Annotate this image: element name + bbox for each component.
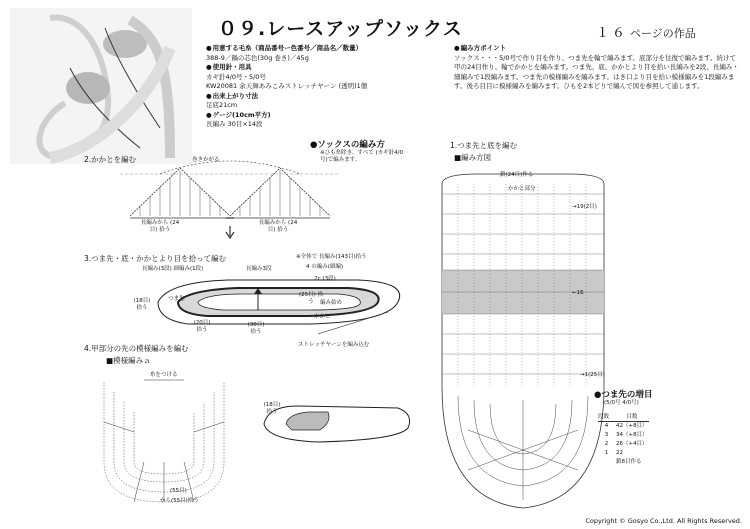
step3-30-label: (30目) 拾う xyxy=(247,322,265,335)
heel-step-title: 2.かかとを編む xyxy=(84,155,137,164)
step1-title: 1.つま先と底を編む xyxy=(450,141,518,150)
pattern-title: ０９.レースアップソックス xyxy=(218,18,463,40)
toe-note: (5/0号 4/0号) xyxy=(604,400,639,406)
page-reference xyxy=(596,22,696,41)
product-photo xyxy=(10,8,192,164)
step3-toe-label: つま先 xyxy=(168,296,185,302)
chart-title: ■編み方図 xyxy=(454,153,492,162)
toe-row-3: 3 xyxy=(604,432,609,438)
tools-value-2: KW20081 余天舞あみこみストレッチヤーン (透明)1個 xyxy=(206,82,368,90)
chart-right-bottom-label: →1(25目) xyxy=(580,372,605,378)
materials-block xyxy=(206,44,446,130)
pattern-from-label: から(55目)拾う xyxy=(160,498,199,504)
points-block xyxy=(454,44,742,92)
yarn-value: 388-9／鍋の芯色(30g 巻き)／45g xyxy=(206,53,309,62)
tools-value: カギ針4/0号・5/0号 xyxy=(206,72,266,81)
gauge-heading: ● ゲージ(10cm平方) xyxy=(206,111,446,121)
pattern-a-title: ■模様編みａ xyxy=(106,356,151,365)
chart-right-mid-label: ←16 xyxy=(572,290,584,296)
step3-18-label: (18目) 拾う xyxy=(133,298,151,311)
toe-count-1: 22 xyxy=(616,450,624,456)
gauge-value: 長編み 30目×14段 xyxy=(206,120,263,128)
toe-count-3: 34（+8目） xyxy=(616,432,648,438)
heel-left-label: 長編みから (24目) 拾う xyxy=(140,220,180,233)
pattern-a-text: 模様編みａ xyxy=(113,356,151,365)
step3-ribbon-label: 長編み3段 xyxy=(246,266,272,272)
step3-20-label: (20目) 拾う xyxy=(193,320,211,333)
table-row xyxy=(598,458,649,467)
toe-col-rows: 段数 xyxy=(598,414,615,422)
pattern-18-pick: 拾う xyxy=(266,409,278,415)
toe-title: ●つま先の増目 xyxy=(594,390,653,400)
toe-count-4: 42（+8目） xyxy=(616,423,648,429)
toe-count-2: 26（+4目） xyxy=(616,441,648,447)
pattern-a-sock-sketch xyxy=(258,400,418,446)
sock-method-text: ソックスの編み方 xyxy=(317,140,385,150)
sock-method-title: ●ソックスの編み方 xyxy=(310,140,385,150)
step3-heel-label: かかと xyxy=(314,314,331,320)
heel-diagram xyxy=(120,156,340,251)
step3-total-label: ※全体で 長編み(143目)拾う xyxy=(296,254,367,260)
toe-title-text: つま先の増目 xyxy=(601,390,653,400)
chart-heel-label: かかと部分 xyxy=(508,186,536,192)
pattern-a-chart xyxy=(84,362,244,512)
sock-method-note: ※ひも糸除き、すべて (カギ針4/0号)で編みます。 xyxy=(320,150,404,163)
heel-center-label: 巻きかがる xyxy=(192,157,220,163)
step3-stitch-label: 長編み(3段) 細編み(1段) xyxy=(142,266,204,272)
toe-row-1: 1 xyxy=(604,450,609,456)
yarn-heading: ● 用意する毛糸（商品番号ー色番号／商品名／数量） xyxy=(206,44,446,54)
step3-25-label: (25目) 拾う xyxy=(298,292,324,305)
size-heading: ● 出来上がり寸法 xyxy=(206,92,446,102)
chart-right-top-label: →19(2目) xyxy=(572,204,597,210)
size-value: 足底21cm xyxy=(206,101,238,109)
toe-table xyxy=(598,414,649,467)
table-row xyxy=(598,431,649,440)
page-suffix: ページの作品 xyxy=(630,27,696,40)
step3-2c-label: 2c (3段) xyxy=(314,276,336,282)
table-row xyxy=(598,449,649,458)
toe-row-start xyxy=(598,458,615,467)
step3-title: 3.つま先・底・かかとより目を拾って編む xyxy=(84,254,227,263)
points-heading: ● 編み方ポイント xyxy=(454,44,742,54)
page-number: １６ xyxy=(596,26,629,41)
chart-title-text: 編み方図 xyxy=(461,153,492,162)
chart-top-label: 鎖(24目)作る xyxy=(500,172,534,178)
tools-heading: ● 使用針・用具 xyxy=(206,63,446,73)
toe-count-start: 鎖8目作る xyxy=(616,459,642,465)
step3-stretch-label: ストレッチヤーンを編み込む xyxy=(298,342,370,348)
sock-photo xyxy=(10,8,192,164)
toe-row-2: 2 xyxy=(604,441,609,447)
pattern-attach-label: 糸をつける xyxy=(150,372,178,378)
pattern-55-label: (55目) xyxy=(170,488,187,494)
toe-row-4: 4 xyxy=(604,423,609,429)
pattern-18-count: (18目) xyxy=(263,402,281,408)
heel-right-label: 長編みから (24目) 拾う xyxy=(258,220,298,233)
points-body: ソックス・・・5/0号で作り目を作り、つま先を輪で編みます。底部分を往復で編みます。続けて甲の24目作り、輪でかかとを編みます。つま先、底、かかとより目を拾い長編みを2段、長編み・細編みで1段編みます。つま先の模様編みを編みます。はき口より目を拾い模様編みを1段編みます。後ろ目目に模様編みを編みます。ひもを2本どりで編んで図を参照して通します。 xyxy=(454,53,739,90)
step4-title: 4.甲部分の先の模様編みを編む xyxy=(84,344,189,353)
toe-table-header xyxy=(598,414,649,422)
step3-start-label: 編み始め xyxy=(320,300,343,306)
toe-col-stitches: 目数 xyxy=(615,414,649,422)
step3-round-label: 4 の編み(細編) xyxy=(306,264,344,270)
copyright: Copyright © Gosyo Co.,Ltd. All Rights Reserved. xyxy=(585,517,742,525)
table-row xyxy=(598,440,649,449)
table-row xyxy=(598,422,649,432)
